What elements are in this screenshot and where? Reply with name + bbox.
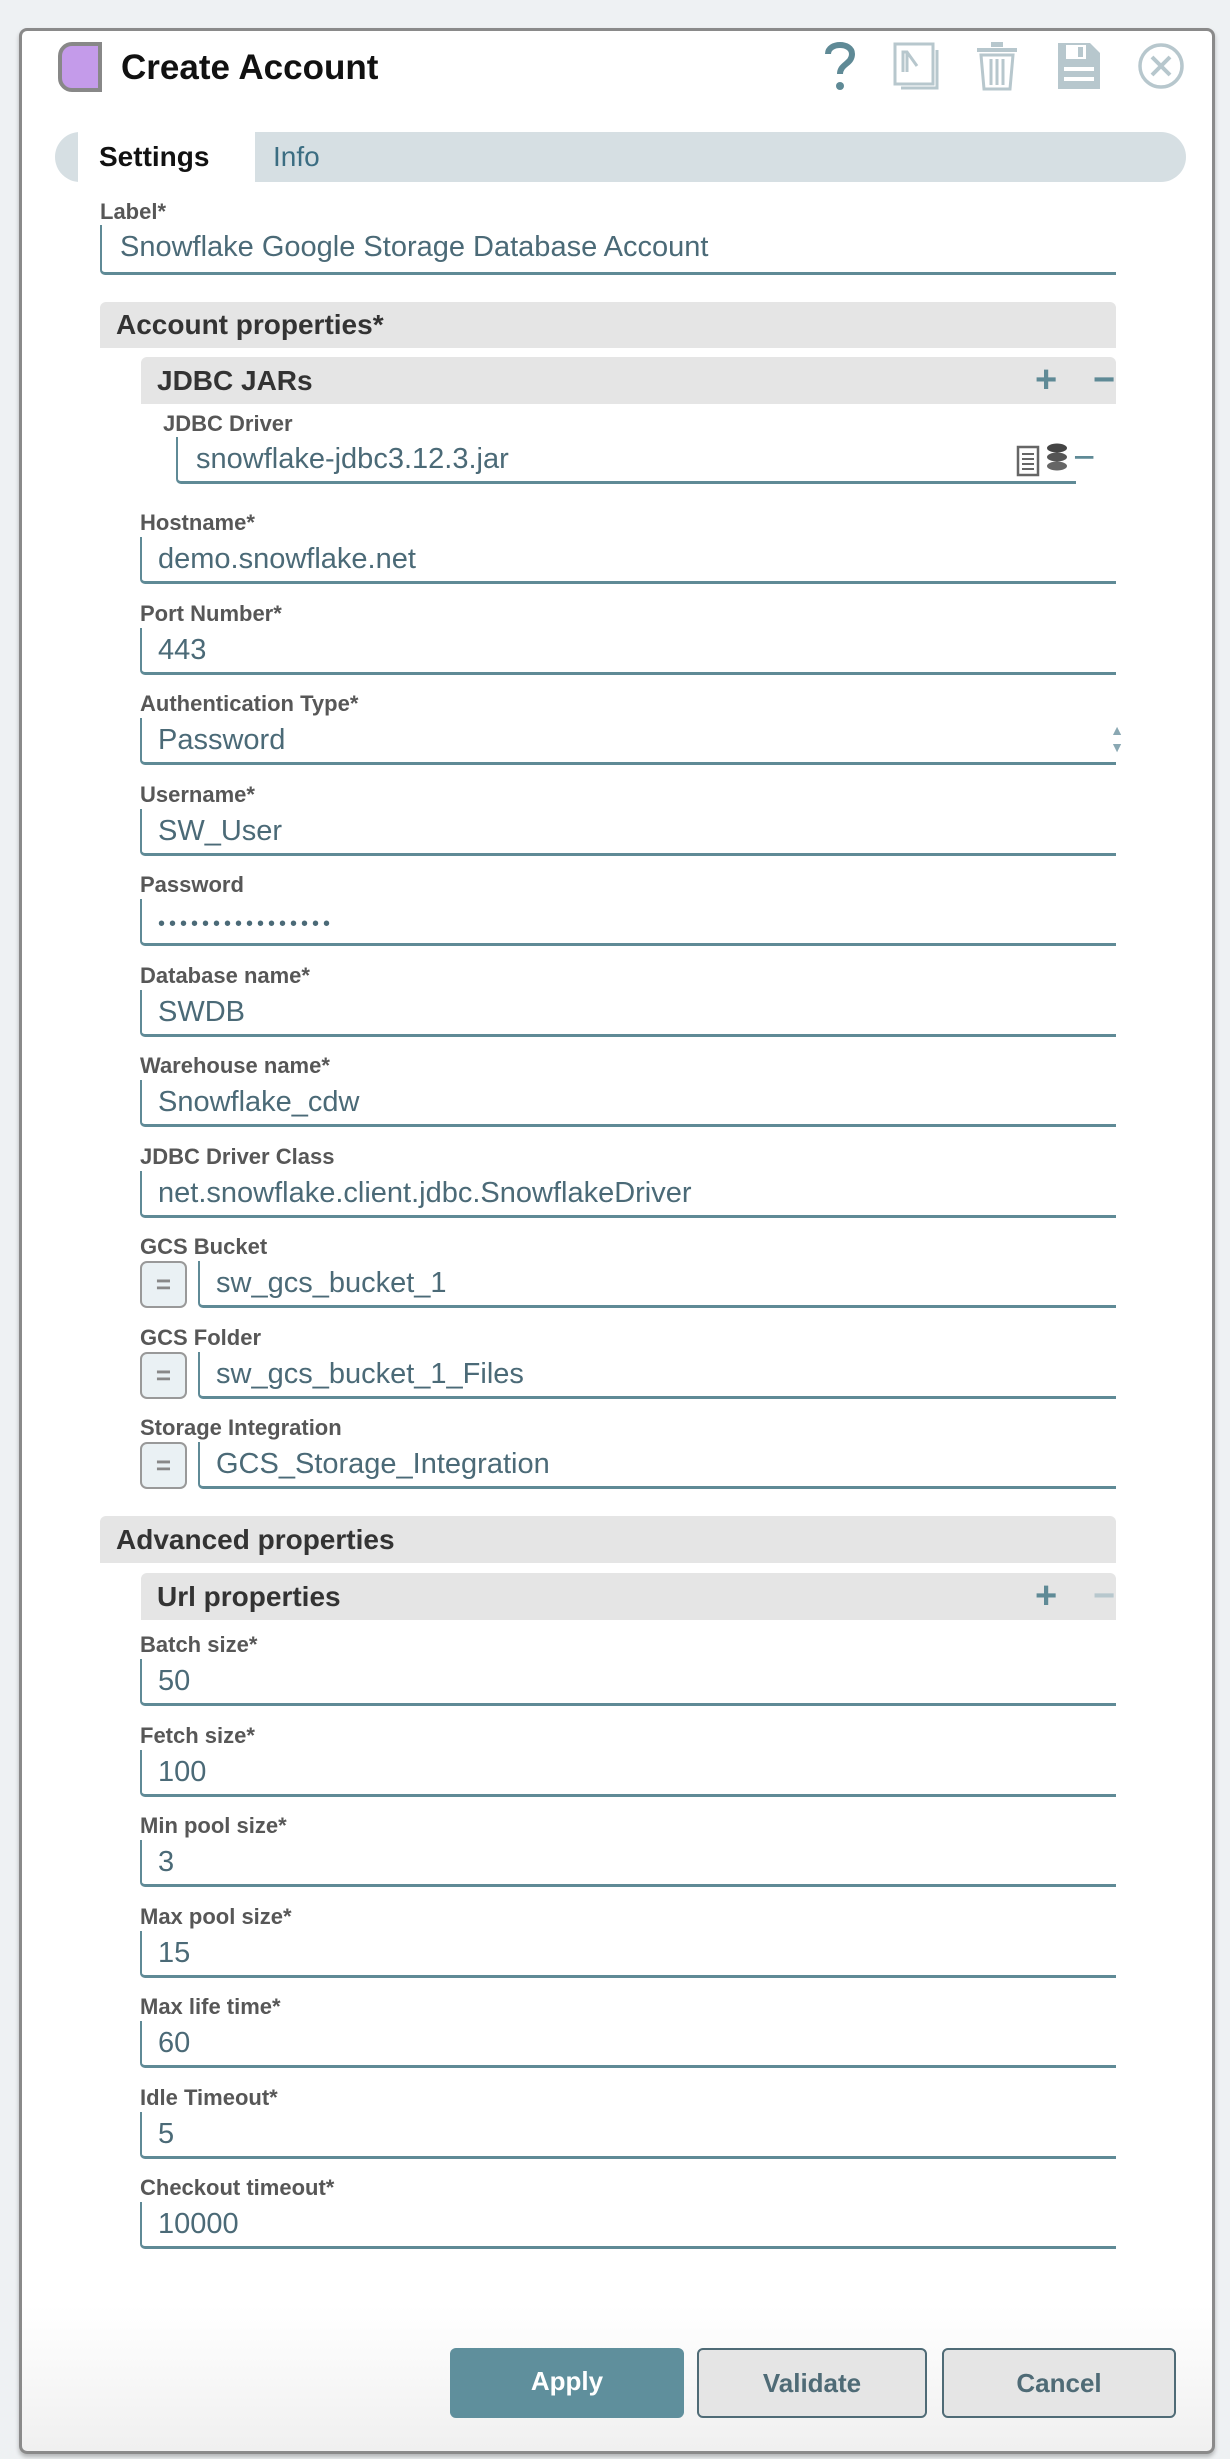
hostname-value: demo.snowflake.net <box>158 543 416 575</box>
gcs-folder-field <box>140 1325 1116 1416</box>
jdbc-driver-input[interactable]: snowflake-jdbc3.12.3.jar <box>176 437 1076 484</box>
database-name-field <box>140 963 1116 1054</box>
fetch-size-label: Fetch size* <box>140 1722 255 1748</box>
authentication-type-label: Authentication Type* <box>140 691 359 716</box>
password-field <box>140 872 1116 963</box>
gcs-folder-input[interactable] <box>198 1352 1116 1399</box>
remove-jar-icon[interactable]: − <box>1093 359 1116 401</box>
expand-icon[interactable] <box>891 39 941 93</box>
port-number-label: Port Number* <box>140 600 282 626</box>
hostname-input[interactable] <box>140 537 1116 584</box>
storage-integration-value: GCS_Storage_Integration <box>216 1448 550 1480</box>
add-url-property-icon[interactable]: + <box>1035 1575 1058 1617</box>
gcs-folder-value: sw_gcs_bucket_1_Files <box>216 1357 524 1390</box>
url-properties-title: Url properties <box>157 1581 341 1612</box>
file-browse-icon[interactable] <box>1016 445 1040 482</box>
database-name-label: Database name* <box>140 962 310 988</box>
remove-url-property-icon: − <box>1093 1575 1116 1617</box>
idle-timeout-value: 5 <box>158 2117 175 2150</box>
warehouse-name-value: Snowflake_cdw <box>158 1086 360 1118</box>
min-pool-size-label: Min pool size* <box>140 1813 287 1838</box>
account-properties-header: Account properties* <box>100 302 1116 348</box>
warehouse-name-label: Warehouse name* <box>140 1053 330 1078</box>
checkout-timeout-value: 10000 <box>158 2208 239 2240</box>
username-field <box>140 782 1116 873</box>
max-pool-size-label: Max pool size* <box>140 1903 292 1929</box>
username-value: SW_User <box>158 814 283 847</box>
authentication-type-field <box>140 691 1124 782</box>
max-life-time-value: 60 <box>158 2027 191 2059</box>
label-input[interactable]: Snowflake Google Storage Database Account <box>100 225 1116 275</box>
jdbc-jars-title: JDBC JARs <box>157 365 313 396</box>
port-number-input[interactable] <box>140 628 1116 675</box>
warehouse-name-field <box>140 1053 1116 1144</box>
min-pool-size-value: 3 <box>158 1846 175 1878</box>
remove-driver-icon[interactable]: − <box>1073 437 1096 479</box>
gcs-folder-label: GCS Folder <box>140 1324 262 1350</box>
max-pool-size-field <box>140 1904 1116 1995</box>
fetch-size-field <box>140 1723 1116 1814</box>
gcs-bucket-label: GCS Bucket <box>140 1234 268 1259</box>
expression-toggle-button[interactable]: = <box>140 1352 187 1399</box>
batch-size-field <box>140 1632 1116 1723</box>
database-name-input[interactable] <box>140 990 1116 1037</box>
tab-info[interactable]: Info <box>273 141 320 172</box>
hostname-field <box>140 510 1116 601</box>
min-pool-size-input[interactable] <box>140 1840 1116 1887</box>
jdbc-driver-class-value: net.snowflake.client.jdbc.SnowflakeDriver <box>158 1176 692 1209</box>
help-icon[interactable] <box>815 39 865 93</box>
expression-toggle-button[interactable]: = <box>140 1261 187 1308</box>
min-pool-size-field <box>140 1813 1116 1904</box>
jdbc-driver-label: JDBC Driver <box>163 411 293 436</box>
password-label: Password <box>140 872 244 897</box>
username-input[interactable] <box>140 809 1116 856</box>
idle-timeout-input[interactable] <box>140 2112 1116 2159</box>
jdbc-driver-class-field <box>140 1144 1116 1235</box>
idle-timeout-label: Idle Timeout* <box>140 2084 278 2110</box>
trash-icon[interactable] <box>972 39 1022 93</box>
label-field-label: Label* <box>100 199 167 224</box>
account-type-icon <box>58 42 102 92</box>
jdbc-driver-class-input[interactable] <box>140 1171 1116 1218</box>
url-properties-header <box>141 1573 1116 1620</box>
gcs-bucket-input[interactable] <box>198 1261 1116 1308</box>
advanced-properties-header: Advanced properties <box>100 1516 1116 1563</box>
storage-integration-label: Storage Integration <box>140 1415 342 1440</box>
dialog-title: Create Account <box>121 48 379 87</box>
expression-toggle-button[interactable]: = <box>140 1442 187 1489</box>
validate-button[interactable]: Validate <box>697 2348 927 2418</box>
port-number-value: 443 <box>158 633 207 666</box>
select-arrows-icon: ▲ ▼ <box>1110 722 1124 755</box>
jdbc-driver-class-label: JDBC Driver Class <box>140 1143 335 1169</box>
max-pool-size-input[interactable] <box>140 1931 1116 1978</box>
storage-integration-input[interactable] <box>198 1442 1116 1489</box>
add-jar-icon[interactable]: + <box>1035 359 1058 401</box>
gcs-bucket-field <box>140 1234 1116 1325</box>
authentication-type-select[interactable] <box>140 718 1124 765</box>
port-number-field <box>140 601 1116 692</box>
jdbc-jars-header <box>141 357 1116 404</box>
checkout-timeout-field <box>140 2175 1116 2266</box>
max-life-time-input[interactable] <box>140 2021 1116 2068</box>
password-input[interactable] <box>140 899 1116 946</box>
apply-button[interactable]: Apply <box>450 2348 684 2418</box>
tab-settings[interactable]: Settings <box>78 132 255 182</box>
cancel-button[interactable]: Cancel <box>942 2348 1176 2418</box>
idle-timeout-field <box>140 2085 1116 2176</box>
save-icon[interactable] <box>1054 39 1104 93</box>
database-name-value: SWDB <box>158 995 245 1028</box>
database-icon[interactable] <box>1046 443 1068 478</box>
create-account-dialog <box>19 28 1215 2454</box>
checkout-timeout-label: Checkout timeout* <box>140 2175 335 2200</box>
checkout-timeout-input[interactable] <box>140 2202 1116 2249</box>
username-label: Username* <box>140 781 255 807</box>
storage-integration-field <box>140 1415 1116 1506</box>
warehouse-name-input[interactable] <box>140 1080 1116 1127</box>
fetch-size-input[interactable] <box>140 1750 1116 1797</box>
authentication-type-value: Password <box>158 724 286 756</box>
password-value: •••••••••••••••• <box>158 913 335 935</box>
batch-size-label: Batch size* <box>140 1632 258 1657</box>
max-pool-size-value: 15 <box>158 1936 191 1969</box>
fetch-size-value: 100 <box>158 1755 207 1788</box>
max-life-time-field <box>140 1994 1116 2085</box>
max-life-time-label: Max life time* <box>140 1994 281 2019</box>
batch-size-input[interactable] <box>140 1659 1116 1706</box>
gcs-bucket-value: sw_gcs_bucket_1 <box>216 1267 447 1299</box>
batch-size-value: 50 <box>158 1665 191 1697</box>
close-icon[interactable] <box>1136 39 1186 93</box>
hostname-label: Hostname* <box>140 510 255 535</box>
